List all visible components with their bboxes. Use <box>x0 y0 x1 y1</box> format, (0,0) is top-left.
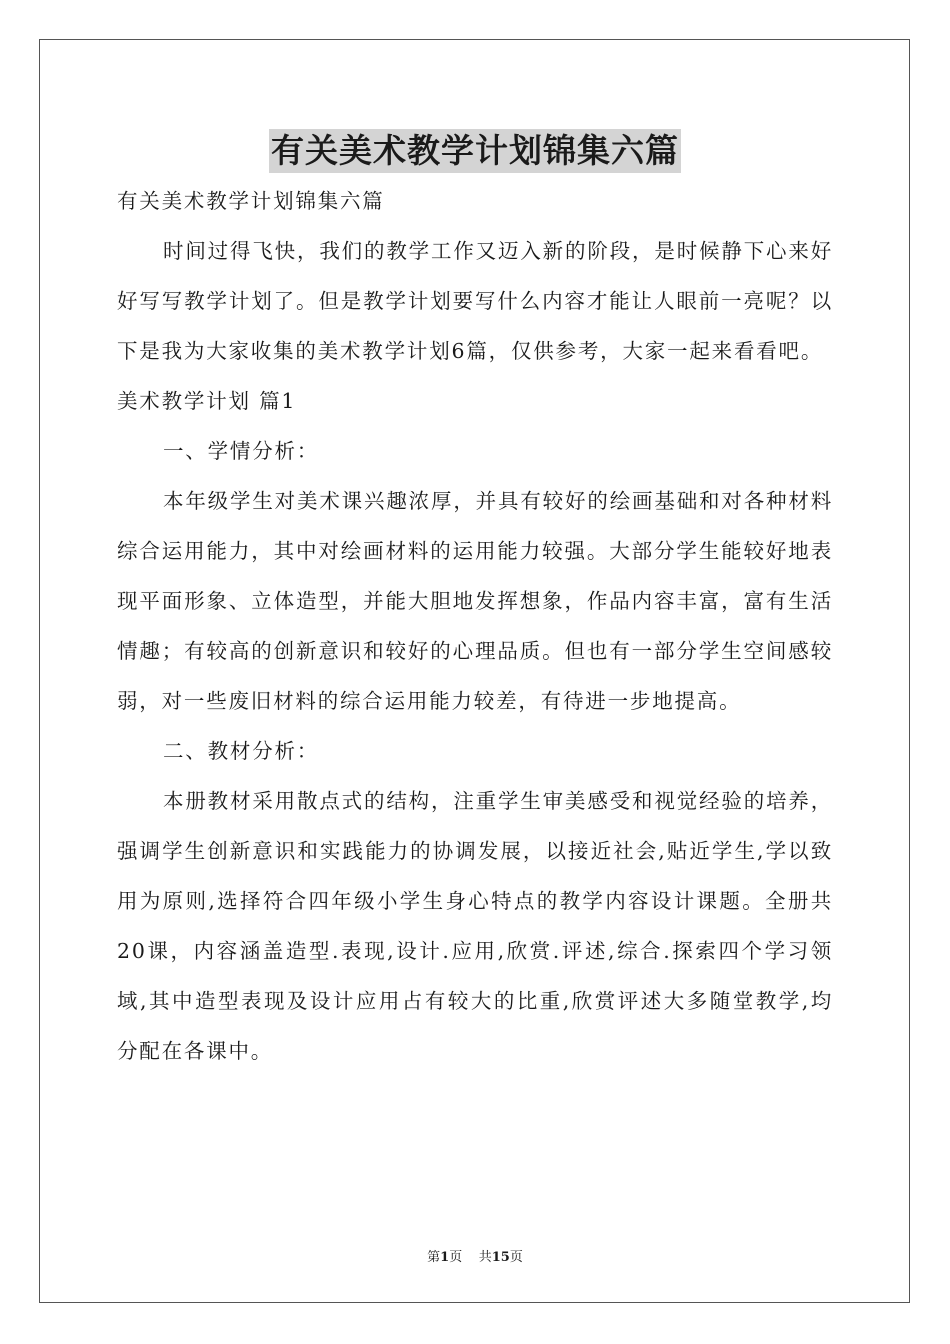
paragraph: 本册教材采用散点式的结构，注重学生审美感受和视觉经验的培养，强调学生创新意识和实践能力的协调发展，以接近社会,贴近学生,学以致用为原则,选择符合四年级小学生身心特点的教学内容设计课题。全册共20课，内容涵盖造型.表现,设计.应用,欣赏.评述,综合.探索四个学习领域,其中造型表现及设计应用占有较大的比重,欣赏评述大多随堂教学,均分配在各课中。 <box>117 789 833 1063</box>
total-prefix: 共 <box>478 1250 492 1265</box>
paragraph: 本年级学生对美术课兴趣浓厚，并具有较好的绘画基础和对各种材料综合运用能力，其中对绘画材料的运用能力较强。大部分学生能较好地表现平面形象、立体造型，并能大胆地发挥想象，作品内容丰富，富有生活情趣；有较高的创新意识和较好的心理品质。但也有一部分学生空间感较弱，对一些废旧材料的综合运用能力较差，有待进一步地提高。 <box>117 489 833 713</box>
page-prefix: 第 <box>427 1250 441 1265</box>
paragraph: 二、教材分析： <box>163 739 320 763</box>
total-pages: 15 <box>491 1250 510 1265</box>
document-title-text: 有关美术教学计划锦集六篇 <box>269 129 681 173</box>
document-body <box>117 176 833 1076</box>
document-title <box>0 126 950 176</box>
paragraph: 有关美术教学计划锦集六篇 <box>117 189 385 213</box>
page-number: 1 <box>440 1250 450 1265</box>
page-suffix: 页 <box>449 1250 463 1265</box>
page-footer <box>0 1246 950 1265</box>
paragraph: 时间过得飞快，我们的教学工作又迈入新的阶段，是时候静下心来好好写写教学计划了。但是教学计划要写什么内容才能让人眼前一亮呢？以下是我为大家收集的美术教学计划6篇，仅供参考，大家一起来看看吧。 <box>117 239 833 363</box>
total-suffix: 页 <box>509 1250 523 1265</box>
paragraph: 美术教学计划 篇1 <box>117 389 297 413</box>
paragraph: 一、学情分析： <box>163 439 320 463</box>
